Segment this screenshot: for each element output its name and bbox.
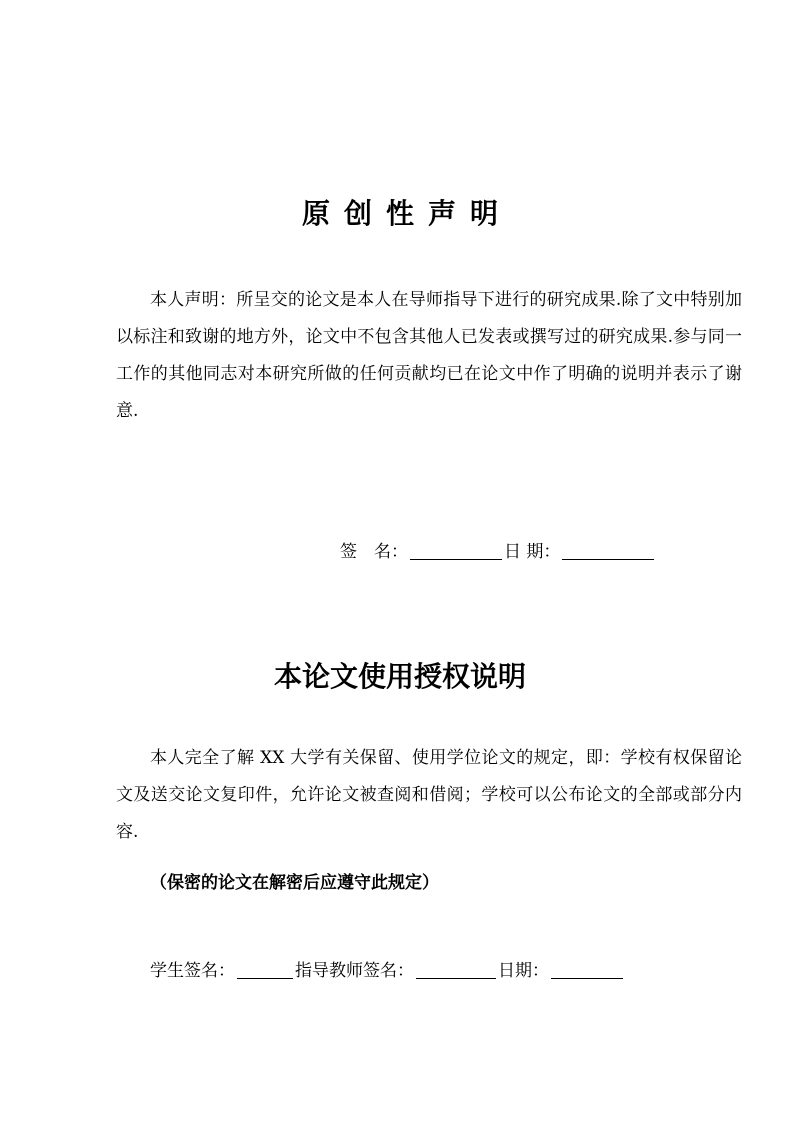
advisor-signature-blank: [416, 960, 496, 979]
authorization-title: 本论文使用授权说明: [273, 660, 526, 693]
authorization-body: 本人完全了解 XX 大学有关保留、使用学位论文的规定，即：学校有权保留论文及送交论文复印件，允许论文被查阅和借阅；学校可以公布论文的全部或部分内容.: [116, 748, 742, 842]
authorization-signature-line: [150, 956, 625, 981]
confidential-note: （保密的论文在解密后应遵守此规定）: [150, 873, 439, 893]
advisor-signature-label: 指导教师签名：: [295, 961, 414, 981]
originality-statement-title: 原创性声明: [301, 197, 512, 230]
student-signature-blank: [237, 960, 293, 979]
authorization-date-label: 日期：: [498, 961, 549, 981]
originality-signature-line: [340, 537, 656, 562]
signature-blank: [410, 541, 502, 560]
originality-statement-body: 本人声明：所呈交的论文是本人在导师指导下进行的研究成果.除了文中特别加以标注和致谢的地方外，论文中不包含其他人已发表或撰写过的研究成果.参与同一工作的其他同志对本研究所做的任何贡献均已在论文中作了明确的说明并表示了谢意.: [116, 290, 742, 421]
date-blank: [562, 541, 654, 560]
student-signature-label: 学生签名：: [150, 961, 235, 981]
authorization-date-blank: [551, 960, 623, 979]
date-label: 日 期：: [504, 542, 561, 562]
signature-label: 签 名：: [340, 542, 408, 562]
